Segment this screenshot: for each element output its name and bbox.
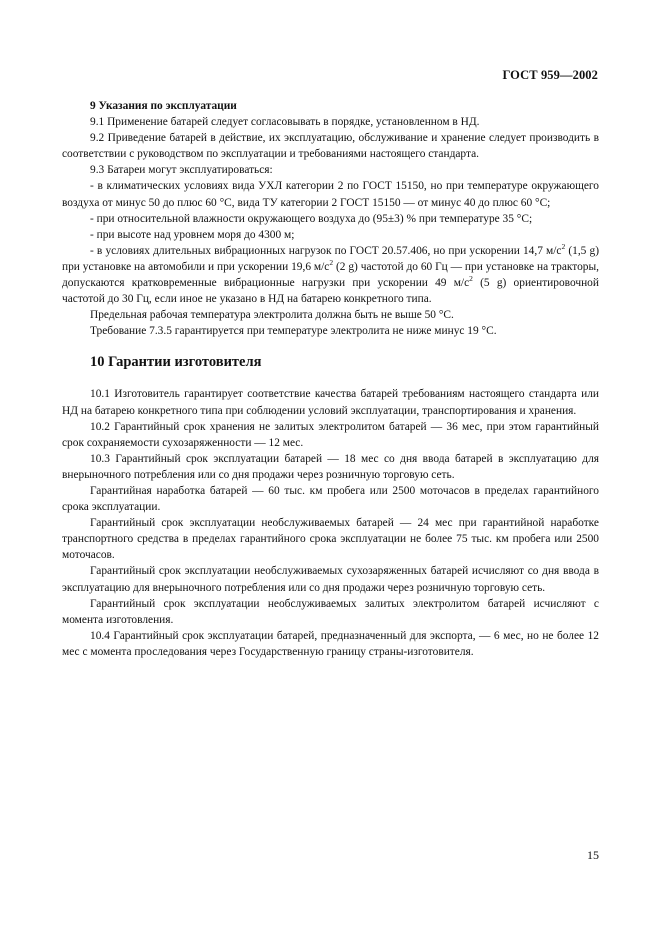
vibration-text-2: (1,5 g) при установке на автомобили и при ускорении 19,6 м/с [62,244,599,273]
paragraph-10-4: 10.4 Гарантийный срок эксплуатации батарей, предназначенный для экспорта, — 6 мес, но не более 12 мес с момента проследования через Государственную границу страны-изготовителя. [62,629,599,658]
paragraph-electrolyte-max: Предельная рабочая температура электролита должна быть не выше 50 °С. [90,309,454,322]
vibration-text-4: (5 g) ориентировочной частотой до 30 Гц, если иное не указано в НД на батарею конкретного типа. [62,277,599,306]
superscript: 2 [469,274,473,284]
paragraph-9-1: 9.1 Применение батарей следует согласовывать в порядке, установленном в НД. [90,116,480,129]
page-number: 15 [587,848,599,862]
superscript: 2 [561,241,566,251]
vibration-text-3: (2 g) частотой до 60 Гц — при установке на тракторы, допускаются кратковременные вибрационные нагрузки при ускорении 49 м/с [62,260,599,290]
vibration-text-1: - в условиях длительных вибрационных нагрузок по ГОСТ 20.57.406, но при ускорении 14,7 м/с [90,244,562,257]
paragraph-electrolyte-min: Требование 7.3.5 гарантируется при температуре электролита не ниже минус 19 °С. [90,325,497,338]
paragraph-maintenance-free: Гарантийный срок эксплуатации необслуживаемых батарей — 24 мес при гарантийной наработке транспортного средства в пределах гарантийного срока эксплуатации не более 75 тыс. км пробега или 2500 моточасов. [62,517,599,562]
section-9-heading: 9 Указания по эксплуатации [90,100,237,112]
standard-designation: ГОСТ 959—2002 [502,68,598,82]
list-item-altitude: - при высоте над уровнем моря до 4300 м; [90,228,295,241]
paragraph-filled: Гарантийный срок эксплуатации необслуживаемых залитых электролитом батарей исчисляют с момента изготовления. [62,597,599,626]
paragraph-10-1: 10.1 Изготовитель гарантирует соответствие качества батарей требованиям настоящего стандарта или НД на батарею конкретного типа при соблюдении условий эксплуатации, транспортирования и хранения. [62,388,599,417]
paragraph-9-3: 9.3 Батареи могут эксплуатироваться: [90,164,273,177]
list-item-humidity: - при относительной влажности окружающего воздуха до (95±3) % при температуре 35 °С; [90,212,533,225]
paragraph-dry-charged: Гарантийный срок эксплуатации необслуживаемых сухозаряженных батарей исчисляют со дня ввода в эксплуатацию для внерыночного потребления или со дня продажи через розничную торговую сеть. [62,565,599,594]
list-item-climate: - в климатических условиях вида УХЛ категории 2 по ГОСТ 15150, но при температуре окружающего воздуха от минус 50 до плюс 60 °С, вида ТУ категории 2 ГОСТ 15150 — от минус 40 до плюс 60 °С; [62,180,599,209]
document-body [62,98,599,660]
section-10-heading: 10 Гарантии изготовителя [90,354,262,371]
paragraph-warranty-mileage: Гарантийная наработка батарей — 60 тыс. км пробега или 2500 моточасов в пределах гарантийного срока эксплуатации. [62,484,599,514]
superscript: 2 [329,257,334,267]
paragraph-9-2: 9.2 Приведение батарей в действие, их эксплуатацию, обслуживание и хранение следует производить в соответствии с руководством по эксплуатации и требованиями настоящего стандарта. [62,132,599,161]
paragraph-10-3: 10.3 Гарантийный срок эксплуатации батарей — 18 мес со дня ввода батарей в эксплуатацию для внерыночного потребления или со дня продажи через розничную торговую сеть. [62,452,599,481]
paragraph-10-2: 10.2 Гарантийный срок хранения не залитых электролитом батарей — 36 мес, при этом гарантийный срок сохраняемости сухозаряженности — 12 мес. [62,420,599,449]
list-item-vibration [62,243,599,307]
